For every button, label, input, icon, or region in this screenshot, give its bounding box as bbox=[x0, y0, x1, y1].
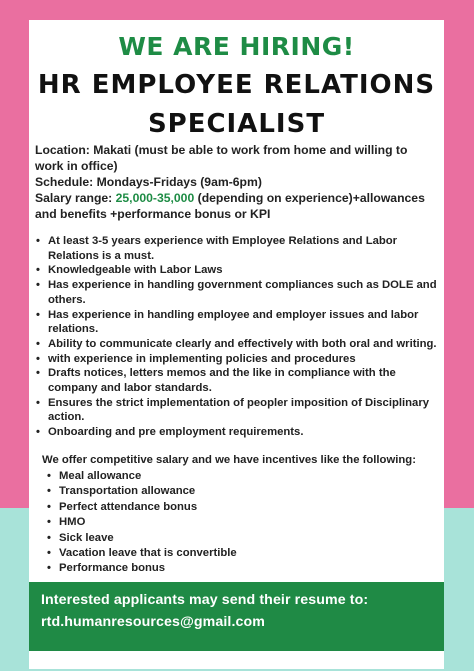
requirement-item: • At least 3-5 years experience with Employee Relations and Labor Relations is a must. bbox=[35, 234, 440, 263]
location-text: Location: Makati (must be able to work from home and willing to work in office) bbox=[35, 143, 408, 173]
perk-item: • Meal allowance bbox=[46, 469, 237, 484]
perk-item: • Sick leave bbox=[46, 531, 237, 546]
salary-label: Salary range: bbox=[35, 191, 116, 205]
requirement-item: • Knowledgeable with Labor Laws bbox=[35, 263, 440, 278]
salary-details: (depending on experience)+allowances and benefits +performance bonus or KPI bbox=[35, 191, 425, 221]
job-title-line1: HR EMPLOYEE RELATIONS bbox=[37, 70, 436, 100]
perk-item: • Vacation leave that is convertible bbox=[46, 546, 237, 561]
perk-item: • HMO bbox=[46, 515, 237, 530]
requirement-item: • Has experience in handling employee and employer issues and labor relations. bbox=[35, 308, 440, 337]
contact-footer bbox=[29, 582, 444, 651]
requirements-list bbox=[35, 234, 440, 440]
contact-email[interactable]: rtd.humanresources@gmail.com bbox=[41, 614, 265, 630]
hiring-heading: WE ARE HIRING! bbox=[118, 32, 355, 61]
requirement-item: • Ability to communicate clearly and effectively with both oral and writing. bbox=[35, 337, 440, 352]
poster-card bbox=[29, 20, 444, 669]
salary-text bbox=[35, 190, 438, 222]
requirement-item: • with experience in implementing policies and procedures bbox=[35, 352, 440, 367]
perk-item: • Transportation allowance bbox=[46, 484, 237, 499]
requirement-item: • Has experience in handling government compliances such as DOLE and others. bbox=[35, 278, 440, 307]
requirement-item: • Onboarding and pre employment requirements. bbox=[35, 425, 440, 440]
salary-value: 25,000-35,000 bbox=[115, 191, 195, 205]
requirement-item: • Drafts notices, letters memos and the like in compliance with the company and labor standards. bbox=[35, 366, 440, 395]
schedule-text: Schedule: Mondays-Fridays (9am-6pm) bbox=[35, 175, 262, 189]
offer-intro: We offer competitive salary and we have incentives like the following: bbox=[42, 454, 416, 466]
perk-item: • Perfect attendance bonus bbox=[46, 500, 237, 515]
requirement-item: • Ensures the strict implementation of peopler imposition of Disciplinary action. bbox=[35, 396, 440, 425]
job-info bbox=[35, 142, 438, 222]
job-title-line2: SPECIALIST bbox=[147, 109, 326, 139]
contact-instruction: Interested applicants may send their resume to: bbox=[41, 592, 369, 608]
perk-item: • Performance bonus bbox=[46, 561, 237, 576]
perks-list bbox=[46, 469, 237, 577]
